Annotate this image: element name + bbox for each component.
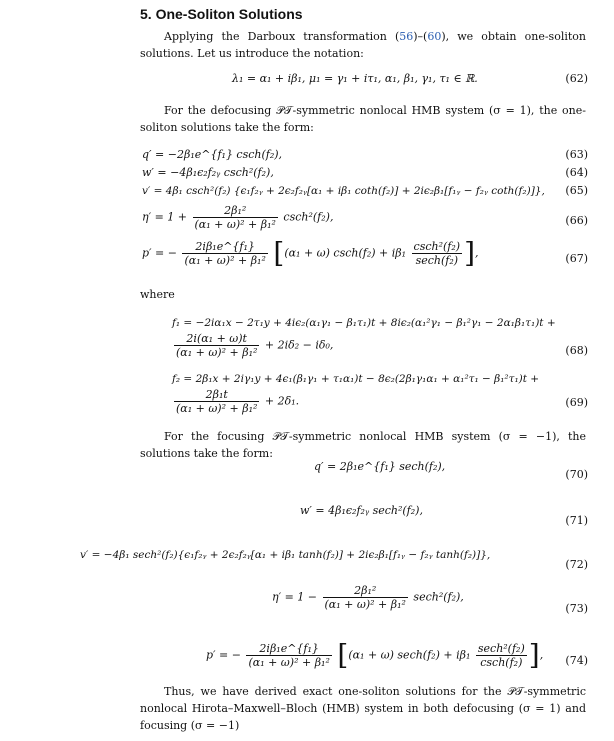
fraction: $\frac{\text{2β₁²}}{\text{(α₁ + ω)² + β₁²}}$ [194,204,276,231]
equation-70: q′ = 2β₁e^{f₁} sech(f₂), [314,460,446,473]
equation-number-66: (66) [565,214,588,227]
fraction: $\frac{\text{2iβ₁e\textasciicircum{}\{f₁\}}}{\text{(α₁ + ω)² + β₁²}}$ [184,240,266,267]
fraction: $\frac{\text{2iβ₁e\textasciicircum{}\{f₁\}}}{\text{(α₁ + ω)² + β₁²}}$ [248,642,330,669]
section-heading: 5. One-Soliton Solutions [140,6,303,22]
conclusion-paragraph: Thus, we have derived exact one-soliton solutions for the 𝒫𝒯-symmetric nonlocal Hirota–Maxwell–Bloch (HMB) system in both defocusing (σ = 1) and focusing (σ = −1) [140,685,586,732]
f2-definition-line1: f₂ = 2β₁x + 2iγ₁y + 4ϵ₁(β₁γ₁ + τ₁α₁)t − 8ϵ₂(2β₁γ₁α₁ + α₁²τ₁ − β₁²τ₁)t + [172,373,540,385]
equation-72: v′ = −4β₁ sech²(f₂){ϵ₁f₂ᵧ + 2ϵ₂f₂ᵧ[α₁ + iβ₁ tanh(f₂)] + 2iϵ₂β₁[f₁ᵧ − f₂ᵧ tanh(f₂)]}, [80,549,491,561]
equation-number-72: (72) [565,558,588,571]
focusing-intro: For the focusing 𝒫𝒯-symmetric nonlocal HMB system (σ = −1), the solutions take the form: [140,430,586,460]
fraction: $\frac{\text{sech²(f₂)}}{\text{csch(f₂)}}$ [477,642,525,669]
equation-66: η′ = 1 + $\frac{\text{2β₁²}}{\text{(α₁ + ω)² + β₁²}}$ csch²(f₂), [142,204,334,231]
equation-67: p′ = − $\frac{\text{2iβ₁e\textasciicircum{}\{f₁\}}}{\text{(α₁ + ω)² + β₁²}}$ [(α₁ + ω) csch(f₂) + iβ₁ $\frac{\text{csch²(f₂)}}{\text{sech(f₂)}}$ ], [142,236,479,270]
f2-definition-line2: $\frac{\text{2β₁t}}{\text{(α₁ + ω)² + β₁²}}$ + 2δ₁. [176,388,300,415]
ref-56-link[interactable]: 56 [399,30,414,43]
equation-number-65: (65) [565,184,588,197]
equation-number-67: (67) [565,252,588,265]
intro-paragraph: Applying the Darboux transformation (56)–(60), we obtain one-soliton solutions. Let us introduce the notation: [140,30,586,60]
equation-71: w′ = 4β₁ϵ₂f₂ᵧ sech²(f₂), [300,504,423,517]
equation-63: q′ = −2β₁e^{f₁} csch(f₂), [142,148,283,161]
equation-number-73: (73) [565,602,588,615]
fraction: $\frac{\text{2β₁²}}{\text{(α₁ + ω)² + β₁²}}$ [324,584,406,611]
equation-number-71: (71) [565,514,588,527]
equation-number-70: (70) [565,468,588,481]
fraction: $\frac{\text{2β₁t}}{\text{(α₁ + ω)² + β₁²}}$ [176,388,258,415]
ref-60-link[interactable]: 60 [427,30,442,43]
equation-number-68: (68) [565,344,588,357]
equation-65: v′ = 4β₁ csch²(f₂) {ϵ₁f₂ᵧ + 2ϵ₂f₂ᵧ[α₁ + iβ₁ coth(f₂)] + 2iϵ₂β₁[f₁ᵧ − f₂ᵧ coth(f₂)]}, [142,185,545,197]
equation-74: p′ = − $\frac{\text{2iβ₁e\textasciicircum{}\{f₁\}}}{\text{(α₁ + ω)² + β₁²}}$ [(α₁ + ω) sech(f₂) + iβ₁ $\frac{\text{sech²(f₂)}}{\text{csch(f₂)}}$ ], [206,638,544,672]
f1-definition-line2: $\frac{\text{2i(α₁ + ω)t}}{\text{(α₁ + ω)² + β₁²}}$ + 2iδ₂ − iδ₀, [176,332,334,359]
equation-number-74: (74) [565,654,588,667]
equation-number-64: (64) [565,166,588,179]
equation-62: λ₁ = α₁ + iβ₁, μ₁ = γ₁ + iτ₁, α₁, β₁, γ₁, τ₁ ∈ ℝ. [232,72,478,85]
equation-73: η′ = 1 − $\frac{\text{2β₁²}}{\text{(α₁ + ω)² + β₁²}}$ sech²(f₂), [272,584,464,611]
fraction: $\frac{\text{csch²(f₂)}}{\text{sech(f₂)}}$ [413,240,461,267]
equation-number-63: (63) [565,148,588,161]
f1-definition-line1: f₁ = −2iα₁x − 2τ₁y + 4iϵ₂(α₁γ₁ − β₁τ₁)t + 8iϵ₂(α₁²γ₁ − β₁²γ₁ − 2α₁β₁τ₁)t + [172,317,556,329]
where-label: where [140,288,175,301]
equation-number-62: (62) [565,72,588,85]
equation-64: w′ = −4β₁ϵ₂f₂ᵧ csch²(f₂), [142,166,274,179]
defocusing-intro: For the defocusing 𝒫𝒯-symmetric nonlocal HMB system (σ = 1), the one-soliton solutions take the form: [140,104,586,134]
fraction: $\frac{\text{2i(α₁ + ω)t}}{\text{(α₁ + ω)² + β₁²}}$ [176,332,258,359]
equation-number-69: (69) [565,396,588,409]
